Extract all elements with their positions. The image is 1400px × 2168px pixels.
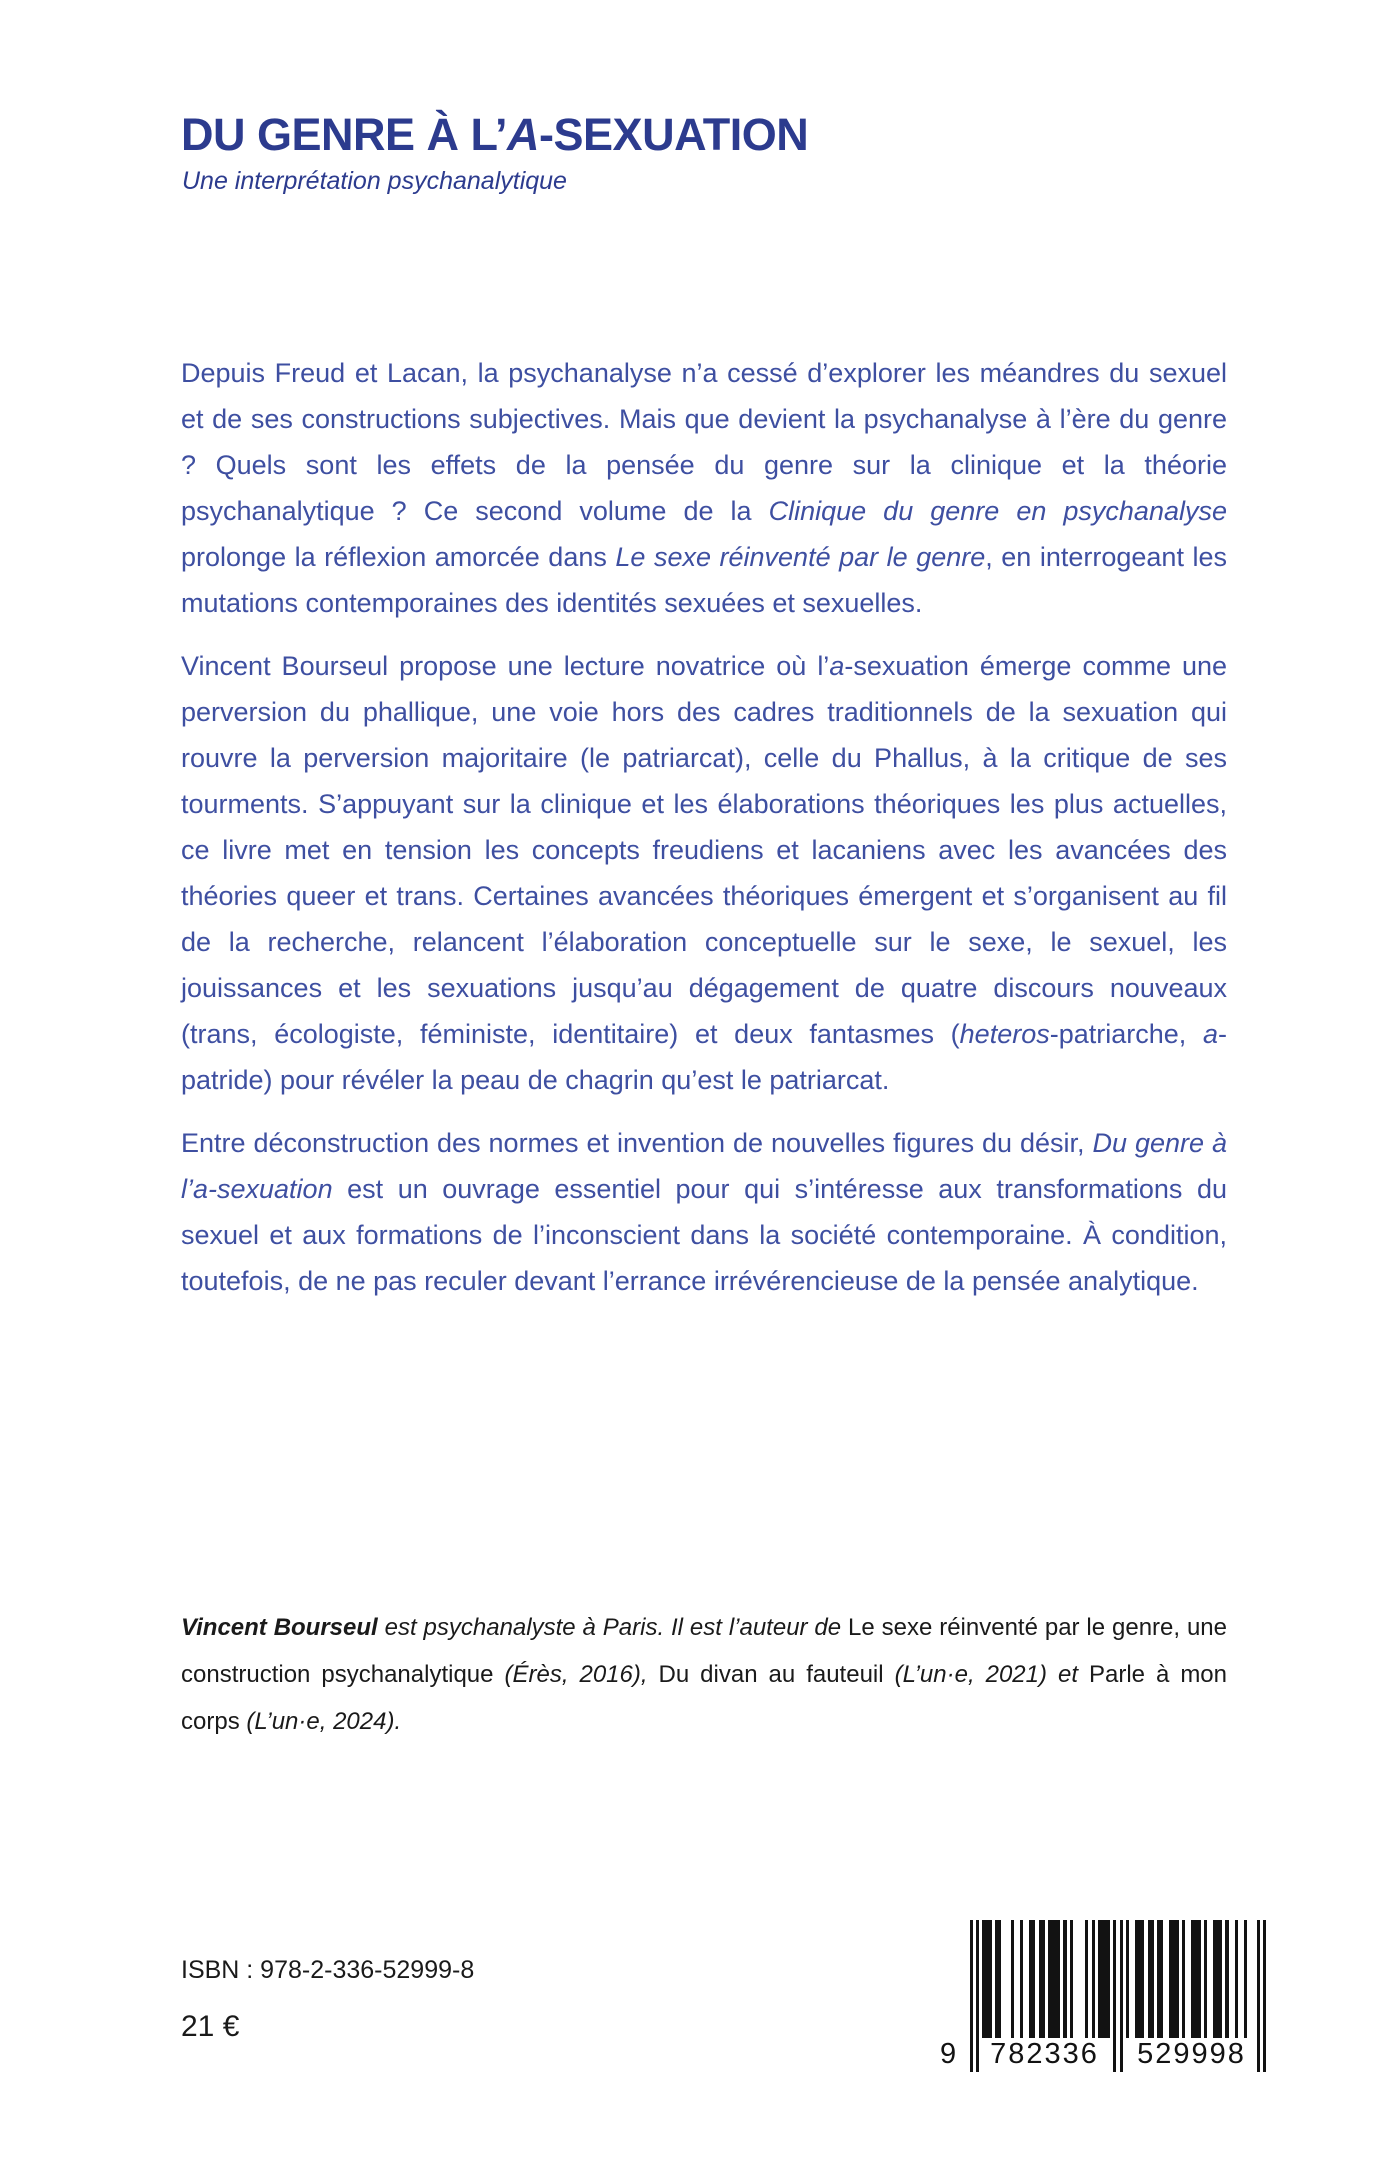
text-segment: Entre déconstruction des normes et invention de nouvelles figures du désir, xyxy=(181,1128,1093,1158)
barcode-digits-right: 529998 xyxy=(1137,2038,1246,2070)
barcode-bar xyxy=(1135,1920,1144,2038)
barcode-digit-first: 9 xyxy=(940,2038,957,2070)
text-segment: Depuis Freud et Lacan, la psychanalyse n’a cessé d’explorer les méandres du sexuel et de ses constructions subjectives. Mais que devient la psychanalyse à l’ère du genre ? Quels sont les effets de la pensée du genre sur la clinique et la théorie psychanalytique ? Ce second volume de la xyxy=(181,358,1227,526)
barcode-bar xyxy=(1191,1920,1200,2038)
text-segment: a xyxy=(829,651,845,681)
text-segment: Du genre à l’a-sexuation xyxy=(181,1128,1228,1204)
blurb-paragraph-3 xyxy=(181,1120,1227,1304)
text-segment: -patride) pour révéler la peau de chagrin qu’est le patriarcat. xyxy=(181,1019,1227,1095)
text-segment: et xyxy=(1047,1661,1089,1688)
text-segment: prolonge la réflexion amorcée dans xyxy=(181,542,616,572)
text-segment: A xyxy=(507,109,540,160)
barcode-bar xyxy=(1120,1920,1123,2072)
text-segment: est un ouvrage essentiel pour qui s’intéresse aux transformations du sexuel et aux formations de l’inconscient dans la société contemporaine. À condition, toutefois, de ne pas reculer devant l’errance irrévérencieuse de la pensée analytique. xyxy=(181,1174,1227,1296)
text-segment: -sexuation émerge comme une perversion du phallique, une voie hors des cadres traditionnels de la sexuation qui rouvre la perversion majoritaire (le patriarcat), celle du Phallus, à la critique de ses tourments. S’appuyant sur la clinique et les élaborations théoriques les plus actuelles, ce livre met en tension les concepts freudiens et lacaniens avec les avancées des théories queer et trans. Certaines avancées théoriques émergent et s’organisent au fil de la recherche, relancent l’élaboration conceptuelle sur le sexe, le sexuel, les jouissances et les sexuations jusqu’au dégagement de quatre discours nouveaux (trans, écologiste, féministe, identitaire) et deux fantasmes ( xyxy=(181,651,1227,1049)
barcode-bar xyxy=(1085,1920,1088,2038)
barcode-bar xyxy=(1070,1920,1073,2038)
barcode-bar xyxy=(1244,1920,1247,2038)
barcode-bar xyxy=(1039,1920,1045,2038)
barcode-bar xyxy=(1048,1920,1060,2038)
price-label: 21 € xyxy=(181,2010,240,2043)
text-segment: , en interrogeant les mutations contemporaines des identités sexuées et sexuelles. xyxy=(181,542,1227,618)
barcode-bar xyxy=(1157,1920,1163,2038)
barcode-bar xyxy=(1257,1920,1260,2072)
book-subtitle: Une interprétation psychanalytique xyxy=(182,167,567,196)
barcode-bar xyxy=(1113,1920,1116,2072)
text-segment: Du divan au fauteuil xyxy=(647,1661,895,1688)
barcode-bar xyxy=(1126,1920,1129,2038)
barcode-bar xyxy=(970,1920,973,2072)
text-segment: a xyxy=(1202,1019,1218,1049)
text-segment: DU GENRE À L’ xyxy=(181,109,508,160)
barcode-bar xyxy=(1263,1920,1266,2072)
text-segment: heteros xyxy=(959,1019,1050,1049)
text-segment: est psychanalyste à Paris. Il est l’auteur de xyxy=(377,1614,849,1641)
back-cover-blurb xyxy=(181,350,1227,1321)
barcode-bar xyxy=(1235,1920,1238,2038)
author-bio xyxy=(181,1604,1227,1745)
barcode-bar xyxy=(1182,1920,1185,2038)
barcode-bar xyxy=(1020,1920,1023,2038)
text-segment: Vincent Bourseul propose une lecture novatrice où l’ xyxy=(181,651,830,681)
barcode-bar xyxy=(1063,1920,1066,2038)
barcode-bar xyxy=(1011,1920,1014,2038)
barcode-bar xyxy=(1213,1920,1222,2038)
text-segment: -SEXUATION xyxy=(539,109,809,160)
text-segment: Le sexe réinventé par le genre, une construction psychanalytique xyxy=(181,1614,1228,1688)
isbn-label: ISBN : 978-2-336-52999-8 xyxy=(181,1956,475,1984)
barcode-digits-left: 782336 xyxy=(990,2038,1099,2070)
barcode-bar xyxy=(1225,1920,1228,2038)
text-segment: (L’un·e, 2024). xyxy=(246,1708,402,1735)
blurb-paragraph-2 xyxy=(181,643,1227,1103)
text-segment: Vincent Bourseul xyxy=(181,1614,378,1641)
ean13-barcode xyxy=(938,1920,1274,2078)
barcode-bar xyxy=(982,1920,991,2038)
blurb-paragraph-1 xyxy=(181,350,1227,626)
text-segment: (Érès, 2016), xyxy=(504,1661,648,1688)
text-segment: Le sexe réinventé par le genre xyxy=(615,542,986,572)
text-segment: Parle à mon corps xyxy=(181,1661,1228,1735)
barcode-bar xyxy=(1169,1920,1178,2038)
text-segment: Clinique du genre en psychanalyse xyxy=(768,496,1227,526)
author-bio-text xyxy=(181,1604,1227,1745)
barcode-bar xyxy=(1148,1920,1154,2038)
barcode-bar xyxy=(1098,1920,1110,2038)
cover-header xyxy=(181,110,808,196)
book-title xyxy=(181,110,808,160)
barcode-bar xyxy=(1092,1920,1095,2038)
text-segment: -patriarche, xyxy=(1049,1019,1203,1049)
barcode-bar xyxy=(995,1920,1001,2038)
barcode-bar xyxy=(1204,1920,1207,2038)
barcode-bar xyxy=(1029,1920,1035,2038)
text-segment: (L’un·e, 2021) xyxy=(894,1661,1047,1688)
